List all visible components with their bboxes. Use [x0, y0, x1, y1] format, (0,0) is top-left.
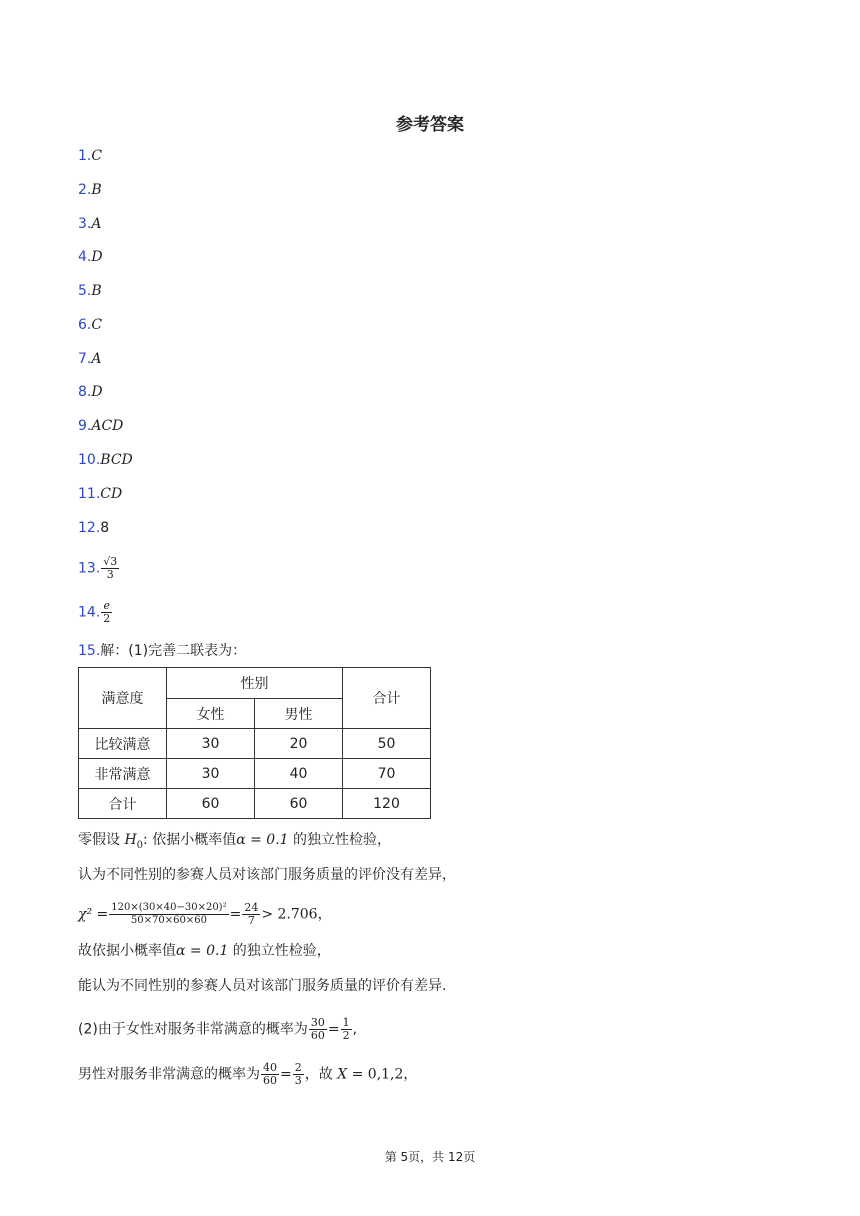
answer-item [78, 146, 102, 166]
answer-value: CD [100, 486, 123, 502]
answer-value: C [91, 317, 103, 333]
answer-value: ACD [91, 418, 124, 434]
question-number: 6. [78, 317, 92, 333]
cell-total: 50 [343, 729, 431, 759]
assumption-line: 认为不同性别的参赛人员对该部门服务质量的评价没有差异， [78, 867, 456, 883]
answer-item [78, 315, 102, 335]
answer-item [78, 382, 103, 402]
answer-item [78, 247, 103, 267]
answer-value: 8 [100, 520, 110, 536]
cell-male: 60 [255, 789, 343, 819]
row-label: 合计 [79, 789, 167, 819]
question-number: 11. [78, 486, 101, 502]
answer-item [78, 281, 102, 301]
question-number: 8. [78, 384, 92, 400]
cell-male: 20 [255, 729, 343, 759]
question-number: 5. [78, 283, 92, 299]
question-number: 15. [78, 643, 101, 659]
table-row [79, 789, 431, 819]
header-gender: 性别 [167, 668, 343, 699]
question-number: 2. [78, 182, 92, 198]
answer-value: B [91, 283, 102, 299]
row-label: 比较满意 [79, 729, 167, 759]
answer-item [78, 416, 123, 436]
table-row [79, 729, 431, 759]
answer-item [78, 484, 122, 504]
row-label: 非常满意 [79, 759, 167, 789]
question-number: 7. [78, 351, 92, 367]
conclusion-line-2: 能认为不同性别的参赛人员对该部门服务质量的评价有差异. [78, 978, 447, 994]
question-number: 13. [78, 560, 101, 577]
conclusion-line-1: 故依据小概率值α = 0.1 的独立性检验， [78, 943, 331, 959]
question-number: 1. [78, 148, 92, 164]
answer-item [78, 556, 120, 581]
q15-intro: 15.解：(1)完善二联表为： [78, 643, 247, 659]
answer-value: A [91, 351, 102, 367]
hypothesis-line: 零假设 $H_0$: 依据小概率值α = 0.1 的独立性检验， [78, 832, 392, 851]
header-satisfaction: 满意度 [79, 668, 167, 729]
answer-item [78, 349, 101, 369]
question-number: 9. [78, 418, 92, 434]
cell-total: 120 [343, 789, 431, 819]
header-female: 女性 [167, 699, 255, 729]
cell-female: 30 [167, 729, 255, 759]
question-number: 12. [78, 520, 101, 536]
answer-value: A [91, 216, 102, 232]
answer-item [78, 180, 102, 200]
chi-square-formula: χ² = $\frac{\text{120×(30×40−30×20)²}}{50\times 70\times 60\times 60}$ = $\frac{24}{7}$ > 2.706， [78, 901, 332, 927]
cell-total: 70 [343, 759, 431, 789]
page-title: 参考答案 [396, 115, 464, 135]
answer-item [78, 450, 133, 470]
answer-value: D [91, 249, 103, 265]
answer-item [78, 600, 113, 625]
answer-value: BCD [100, 452, 133, 468]
question-number: 4. [78, 249, 92, 265]
answer-item [78, 214, 101, 234]
cell-female: 60 [167, 789, 255, 819]
question-number: 14. [78, 604, 101, 621]
page-footer: 第 5页，共 12页 [384, 1150, 476, 1164]
answer-value: D [91, 384, 103, 400]
header-total: 合计 [343, 668, 431, 729]
answer-value: B [91, 182, 102, 198]
answer-fraction: $\frac{e}{2}$ [103, 599, 111, 625]
contingency-table [78, 667, 431, 819]
part2-line-1: (2)由于女性对服务非常满意的概率为 $\frac{30}{60}$ = $\frac{1}{2}$ , [78, 1016, 358, 1042]
header-male: 男性 [255, 699, 343, 729]
question-number: 3. [78, 216, 92, 232]
answer-value: C [91, 148, 103, 164]
cell-male: 40 [255, 759, 343, 789]
cell-female: 30 [167, 759, 255, 789]
answer-fraction: $\frac{√3}{3}$ [103, 555, 118, 581]
table-row [79, 759, 431, 789]
part2-line-2: 男性对服务非常满意的概率为 $\frac{40}{60}$ = $\frac{2}{3}$ ，故 X = 0,1,2， [78, 1061, 418, 1087]
question-number: 10. [78, 452, 101, 468]
answer-item [78, 518, 109, 538]
